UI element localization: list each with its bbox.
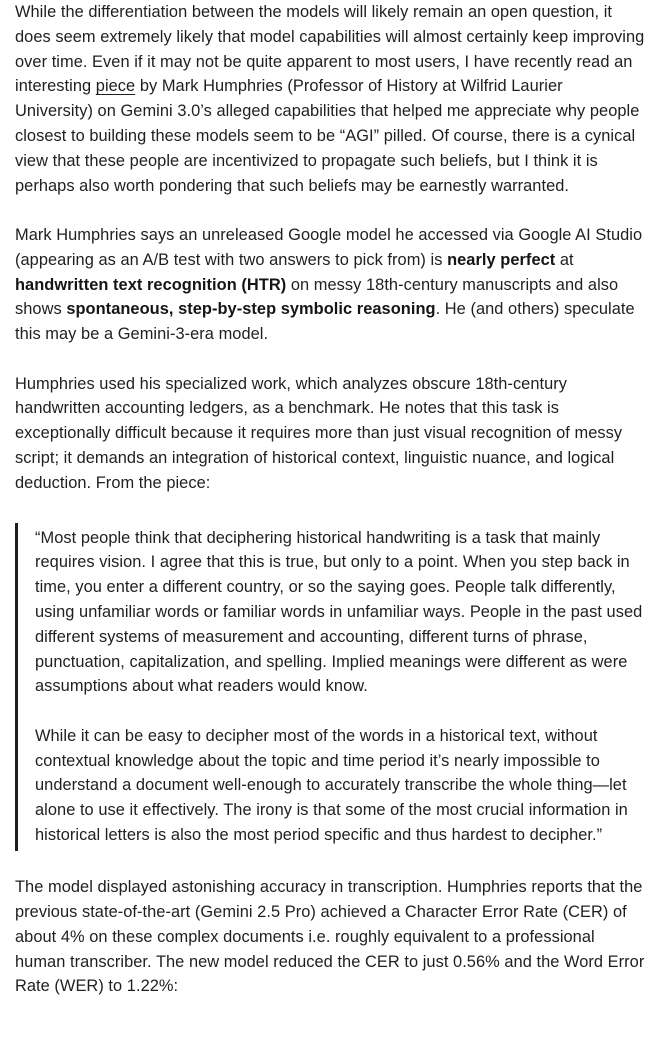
claim-bold-nearly-perfect: nearly perfect (447, 250, 556, 269)
paragraph-intro (15, 0, 645, 198)
claim-bold-reasoning: spontaneous, step-by-step symbolic reasoning (66, 300, 436, 319)
quote-paragraph-2: While it can be easy to decipher most of the words in a historical text, without contextual knowledge about the topic and time period it’s nearly impossible to understand a document well-enough to accurately transcribe the whole thing—let alone to use it effectively. The irony is that some of the most crucial information in historical letters is also the most period specific and thus hardest to decipher.” (35, 726, 628, 844)
paragraph-intro-text-before: While the differentiation between the models will likely remain an open question, it does seem extremely likely that model capabilities will almost certainly keep improving over time. Even if it may not be quite apparent to most users, I have recently read an interesting (15, 3, 645, 96)
quote-paragraph-1: “Most people think that deciphering historical handwriting is a task that mainly requires vision. I agree that this is true, but only to a point. When you step back in time, you enter a different country, or so the saying goes. People talk differently, using unfamiliar words or familiar words in unfamiliar ways. People in the past used different systems of measurement and accounting, different turns of phrase, punctuation, capitalization, and spelling. Implied meanings were different as were assumptions about what readers would know. (35, 528, 643, 696)
claim-bold-htr: handwritten text recognition (HTR) (15, 275, 287, 294)
piece-link[interactable]: piece (95, 77, 136, 96)
blockquote (15, 523, 645, 851)
claim-text-1: Mark Humphries says an unreleased Google model he accessed via Google AI Studio (appearing as an A/B test with two answers to pick from) is (15, 225, 643, 269)
claim-text-3: on messy 18th-century manuscripts and also shows (15, 275, 619, 319)
paragraph-benchmark: Humphries used his specialized work, which analyzes obscure 18th-century handwritten accounting ledgers, as a benchmark. He notes that this task is exceptionally difficult because it requires more than just visual recognition of messy script; it demands an integration of historical context, linguistic nuance, and logical deduction. From the piece: (15, 374, 623, 492)
article-body (15, 0, 645, 999)
claim-text-2: at (555, 250, 574, 269)
paragraph-intro-text-after: by Mark Humphries (Professor of History at Wilfrid Laurier University) on Gemini 3.0’s alleged capabilities that helped me appreciate why people closest to building these models seem to be “AGI” pilled. Of course, there is a cynical view that these people are incentivized to propagate such beliefs, but I think it is perhaps also worth pondering that such beliefs may be earnestly warranted. (15, 77, 640, 195)
paragraph-humphries-claim (15, 223, 645, 347)
claim-text-4: . He (and others) speculate this may be a Gemini-3-era model. (15, 300, 635, 344)
paragraph-accuracy: The model displayed astonishing accuracy in transcription. Humphries reports that the previous state-of-the-art (Gemini 2.5 Pro) achieved a Character Error Rate (CER) of about 4% on these complex documents i.e. roughly equivalent to a professional human transcriber. The new model reduced the CER to just 0.56% and the Word Error Rate (WER) to 1.22%: (15, 878, 645, 996)
